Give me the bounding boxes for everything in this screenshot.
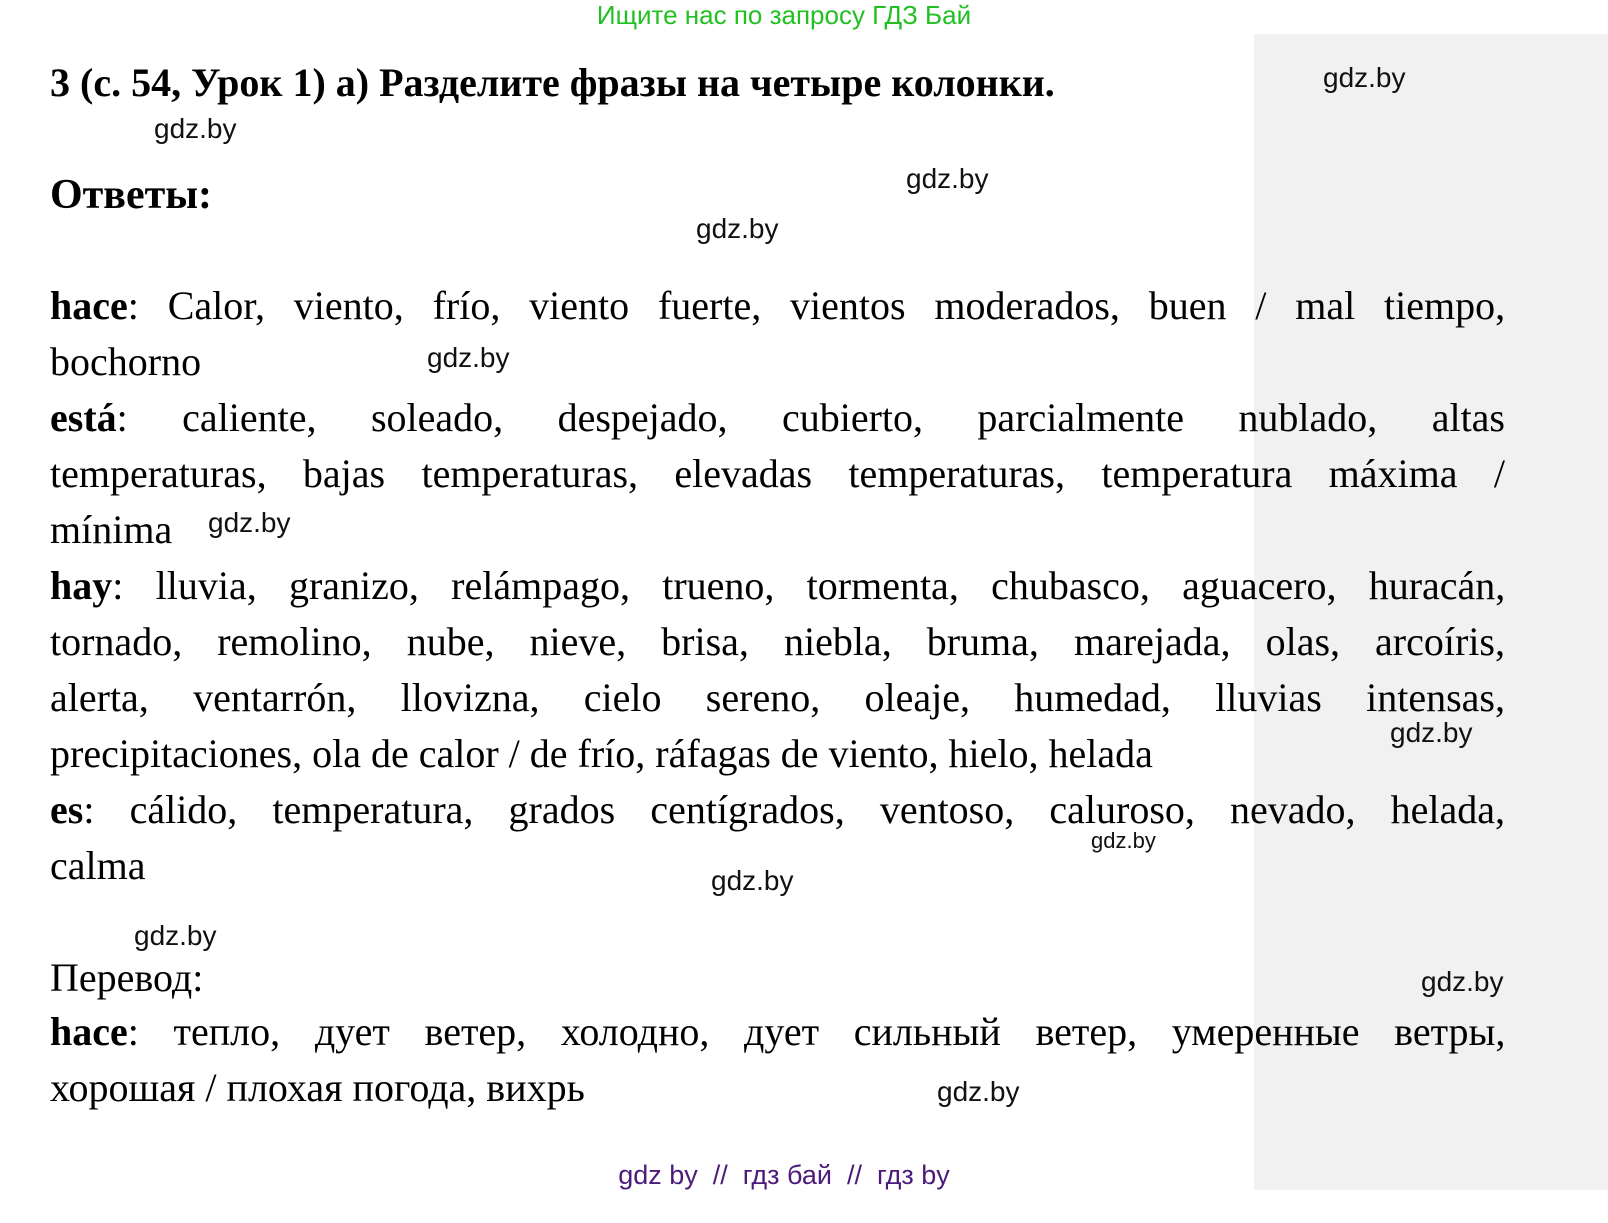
- watermark: gdz.by: [711, 865, 794, 896]
- watermark: gdz.by: [134, 920, 217, 951]
- answers-heading: Ответы:: [50, 172, 213, 218]
- keyword-hace: hace: [50, 283, 128, 328]
- answer-hace-line-1: [50, 278, 1505, 334]
- answer-text: : lluvia, granizo, relámpago, trueno, tormenta, chubasco, aguacero, huracán,: [112, 563, 1506, 608]
- translation-heading: Перевод:: [50, 955, 204, 1000]
- watermark: gdz.by: [154, 113, 237, 144]
- keyword-hay: hay: [50, 563, 113, 608]
- watermark: gdz.by: [937, 1076, 1020, 1107]
- watermark: gdz.by: [427, 342, 510, 373]
- answer-esta-line-3: mínima: [50, 507, 173, 552]
- keyword-esta: está: [50, 395, 117, 440]
- answer-hay-line-2: tornado, remolino, nube, nieve, brisa, niebla, bruma, marejada, olas, arcoíris,: [50, 619, 1505, 664]
- answer-text: : caliente, soleado, despejado, cubierto, parcialmente nublado, altas: [116, 395, 1506, 440]
- watermark: gdz.by: [1421, 966, 1504, 997]
- keyword-hace-translation: hace: [50, 1009, 128, 1054]
- watermark: gdz.by: [696, 213, 779, 244]
- answer-text: : Calor, viento, frío, viento fuerte, vientos moderados, buen / mal tiempo,: [127, 283, 1506, 328]
- answer-esta-line-1: [50, 390, 1505, 446]
- answer-text: : cálido, temperatura, grados centígrados, ventoso, caluroso, nevado, helada,: [83, 787, 1506, 832]
- answer-es-line-2: calma: [50, 843, 146, 888]
- search-banner: Ищите нас по запросу ГДЗ Бай: [596, 0, 972, 30]
- answer-hay-line-1: [50, 558, 1505, 614]
- answer-hay-line-4: precipitaciones, ola de calor / de frío, ráfagas de viento, hielo, helada: [50, 731, 1153, 776]
- watermark: gdz.by: [1091, 828, 1156, 853]
- keyword-es: es: [50, 787, 84, 832]
- watermark: gdz.by: [906, 163, 989, 194]
- answer-hay-line-3: alerta, ventarrón, llovizna, cielo sereno, oleaje, humedad, lluvias intensas,: [50, 675, 1505, 720]
- answer-hace-line-2: bochorno: [50, 339, 202, 384]
- watermark: gdz.by: [1390, 717, 1473, 748]
- exercise-title: 3 (с. 54, Урок 1) а) Разделите фразы на четыре колонки.: [50, 60, 1055, 105]
- watermark: gdz.by: [208, 507, 291, 538]
- watermark: gdz.by: [1323, 62, 1406, 93]
- answer-esta-line-2: temperaturas, bajas temperaturas, elevadas temperaturas, temperatura máxima /: [50, 451, 1505, 496]
- translation-text: : тепло, дует ветер, холодно, дует сильный ветер, умеренные ветры,: [127, 1009, 1506, 1054]
- translation-hace-line-1: [50, 1004, 1505, 1060]
- footer-links: gdz by // гдз бай // гдз by: [618, 1160, 950, 1190]
- answer-es-line-1: [50, 782, 1505, 838]
- translation-hace-line-2: хорошая / плохая погода, вихрь: [50, 1065, 585, 1110]
